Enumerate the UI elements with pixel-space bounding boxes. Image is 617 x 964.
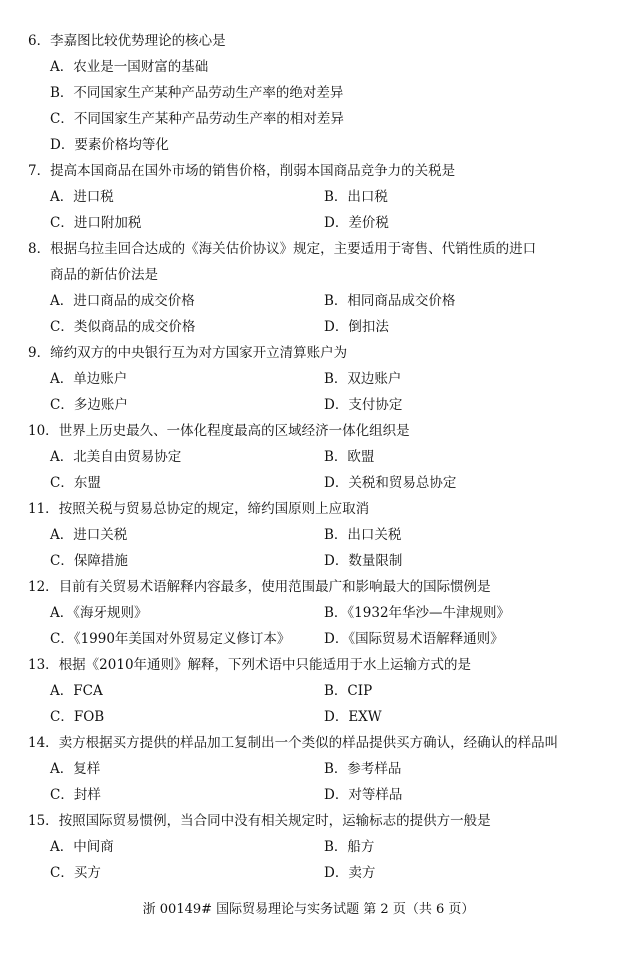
question-10 [28, 418, 599, 444]
option-d: D．要素价格均等化 [50, 137, 169, 153]
option-b: B．参考样品 [324, 761, 402, 777]
question-stem-continued: 商品的新估价法是 [50, 267, 158, 283]
question-12 [28, 574, 599, 600]
question-stem: 缔约双方的中央银行互为对方国家开立清算账户为 [50, 345, 348, 361]
option-a: A．农业是一国财富的基础 [50, 59, 209, 75]
option-d: D．倒扣法 [324, 319, 389, 335]
question-stem: 按照国际贸易惯例，当合同中没有相关规定时，运输标志的提供方一般是 [58, 813, 491, 829]
question-stem: 世界上历史最久、一体化程度最高的区域经济一体化组织是 [58, 423, 410, 439]
question-stem: 李嘉图比较优势理论的核心是 [50, 33, 226, 49]
option-b: B．相同商品成交价格 [324, 293, 456, 309]
question-11 [28, 496, 599, 522]
option-d: D．卖方 [324, 865, 376, 881]
question-7 [28, 158, 599, 184]
option-c: C．FOB [50, 709, 105, 725]
option-b: B．双边账户 [324, 371, 402, 387]
option-d: D．对等样品 [324, 787, 403, 803]
option-a: A．FCA [50, 683, 103, 699]
question-14 [28, 730, 599, 756]
question-stem: 按照关税与贸易总协定的规定，缔约国原则上应取消 [58, 501, 370, 517]
option-a: A．北美自由贸易协定 [50, 449, 182, 465]
option-c: C．买方 [50, 865, 101, 881]
option-b: B．CIP [324, 683, 373, 699]
option-b: B．不同国家生产某种产品劳动生产率的绝对差异 [50, 85, 344, 101]
option-a: A．进口税 [50, 189, 114, 205]
question-number: 7． [28, 163, 51, 179]
option-d: D．关税和贸易总协定 [324, 475, 457, 491]
option-c: C．类似商品的成交价格 [50, 319, 196, 335]
option-d: D．数量限制 [324, 553, 403, 569]
option-a: A．进口关税 [50, 527, 128, 543]
option-d: D．支付协定 [324, 397, 403, 413]
option-b: B．出口税 [324, 189, 388, 205]
question-number: 8． [28, 241, 51, 257]
option-c: C．进口附加税 [50, 215, 142, 231]
question-stem: 根据乌拉圭回合达成的《海关估价协议》规定，主要适用于寄售、代销性质的进口 [50, 241, 537, 257]
option-a: A．进口商品的成交价格 [50, 293, 195, 309]
option-d: D．《国际贸易术语解释通则》 [324, 631, 504, 647]
question-13 [28, 652, 599, 678]
question-number: 6． [28, 33, 51, 49]
option-d: D．EXW [324, 709, 382, 725]
question-8 [28, 236, 599, 262]
question-number: 10． [28, 423, 59, 439]
option-a: A．复样 [50, 761, 101, 777]
question-stem: 卖方根据买方提供的样品加工复制出一个类似的样品提供买方确认，经确认的样品叫 [58, 735, 559, 751]
question-6 [28, 28, 599, 54]
option-b: B．欧盟 [324, 449, 375, 465]
option-c: C．多边账户 [50, 397, 128, 413]
option-b: B．船方 [324, 839, 375, 855]
question-stem: 根据《2010年通则》解释，下列术语中只能适用于水上运输方式的是 [58, 657, 472, 673]
option-b: B．《1932年华沙—牛津规则》 [324, 605, 511, 621]
question-9 [28, 340, 599, 366]
question-number: 11． [28, 501, 59, 517]
question-stem: 提高本国商品在国外市场的销售价格，削弱本国商品竞争力的关税是 [50, 163, 456, 179]
question-15 [28, 808, 599, 834]
option-d: D．差价税 [324, 215, 389, 231]
option-a: A．单边账户 [50, 371, 128, 387]
option-c: C．保障措施 [50, 553, 128, 569]
option-c: C．封样 [50, 787, 101, 803]
question-number: 9． [28, 345, 51, 361]
option-a: A．中间商 [50, 839, 114, 855]
option-c: C．不同国家生产某种产品劳动生产率的相对差异 [50, 111, 344, 127]
question-number: 14． [28, 735, 59, 751]
question-number: 13． [28, 657, 59, 673]
option-c: C．东盟 [50, 475, 101, 491]
option-b: B．出口关税 [324, 527, 402, 543]
question-number: 12． [28, 579, 59, 595]
option-a: A．《海牙规则》 [50, 605, 148, 621]
question-stem: 目前有关贸易术语解释内容最多，使用范围最广和影响最大的国际惯例是 [58, 579, 491, 595]
question-number: 15． [28, 813, 59, 829]
page-footer: 浙 00149# 国际贸易理论与实务试题 第 2 页（共 6 页） [142, 902, 475, 917]
option-c: C．《1990年美国对外贸易定义修订本》 [50, 631, 291, 647]
